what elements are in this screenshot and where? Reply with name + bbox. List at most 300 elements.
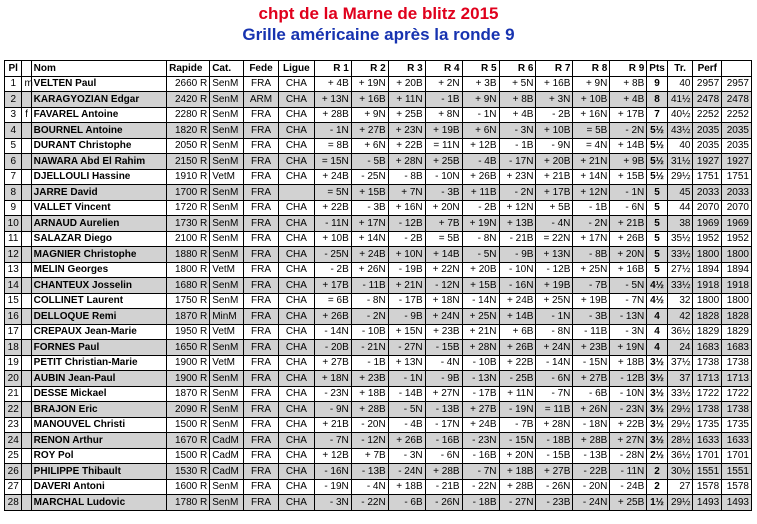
round-4-cell: + 27N — [425, 386, 462, 402]
round-2-cell: - 20N — [351, 417, 388, 433]
performance-2-cell: 1683 — [722, 340, 752, 356]
federation-cell: FRA — [244, 340, 279, 356]
tiebreak-cell: 42 — [667, 309, 693, 325]
round-2-cell: - 22N — [351, 495, 388, 511]
round-1-cell: - 16N — [314, 464, 351, 480]
performance-cell: 1894 — [693, 262, 722, 278]
performance-2-cell: 1738 — [722, 402, 752, 418]
player-name-cell: CREPAUX Jean-Marie — [31, 324, 166, 340]
performance-cell: 2035 — [693, 123, 722, 139]
league-cell: CHA — [278, 107, 314, 123]
tiebreak-cell: 40½ — [667, 107, 693, 123]
round-2-cell: + 16B — [351, 92, 388, 108]
flag-cell: m — [22, 76, 31, 92]
performance-cell: 2957 — [693, 76, 722, 92]
performance-cell: 1828 — [693, 309, 722, 325]
category-cell: SenM — [210, 247, 244, 263]
round-5-cell: - 22N — [462, 479, 499, 495]
round-9-cell: - 11N — [610, 464, 647, 480]
player-name-cell: ARNAUD Aurelien — [31, 216, 166, 232]
round-8-cell: - 24N — [573, 495, 610, 511]
round-9-cell: + 4B — [610, 92, 647, 108]
rating-cell: 2660 R — [167, 76, 210, 92]
round-3-cell: + 7N — [388, 185, 425, 201]
round-9-cell: - 3N — [610, 324, 647, 340]
round-3-cell: + 20B — [388, 76, 425, 92]
round-4-cell: - 10N — [425, 169, 462, 185]
league-cell: CHA — [278, 324, 314, 340]
performance-2-cell: 1829 — [722, 324, 752, 340]
round-7-cell: - 12B — [536, 262, 573, 278]
tiebreak-cell: 28½ — [667, 433, 693, 449]
round-5-cell: + 26B — [462, 169, 499, 185]
round-1-cell: + 12B — [314, 448, 351, 464]
round-3-cell: + 16N — [388, 200, 425, 216]
league-cell: CHA — [278, 355, 314, 371]
rating-cell: 2050 R — [167, 138, 210, 154]
round-3-cell: - 5N — [388, 402, 425, 418]
flag-cell — [22, 123, 31, 139]
round-1-cell: - 11N — [314, 216, 351, 232]
col-points-header: Pts — [647, 61, 668, 77]
performance-cell: 1551 — [693, 464, 722, 480]
player-name-cell: BOURNEL Antoine — [31, 123, 166, 139]
round-7-cell: = 22N — [536, 231, 573, 247]
player-name-cell: MARCHAL Ludovic — [31, 495, 166, 511]
performance-2-cell: 1894 — [722, 262, 752, 278]
place-cell: 14 — [5, 278, 22, 294]
performance-cell: 1701 — [693, 448, 722, 464]
round-7-cell: - 26N — [536, 479, 573, 495]
federation-cell: FRA — [244, 386, 279, 402]
round-7-cell: = 11B — [536, 402, 573, 418]
table-row — [5, 386, 752, 402]
points-cell: 4½ — [647, 293, 668, 309]
round-8-cell: + 12N — [573, 185, 610, 201]
round-6-cell: - 21B — [499, 231, 536, 247]
round-5-cell: + 6N — [462, 123, 499, 139]
federation-cell: FRA — [244, 417, 279, 433]
round-6-cell: - 9B — [499, 247, 536, 263]
performance-cell: 2478 — [693, 92, 722, 108]
place-cell: 5 — [5, 138, 22, 154]
performance-cell: 2033 — [693, 185, 722, 201]
round-2-cell: + 27B — [351, 123, 388, 139]
flag-cell — [22, 216, 31, 232]
round-6-cell: - 17N — [499, 154, 536, 170]
place-cell: 7 — [5, 169, 22, 185]
round-4-cell: - 15B — [425, 340, 462, 356]
performance-2-cell: 2070 — [722, 200, 752, 216]
tiebreak-cell: 27½ — [667, 262, 693, 278]
place-cell: 18 — [5, 340, 22, 356]
table-row — [5, 278, 752, 294]
round-9-cell: - 12B — [610, 371, 647, 387]
performance-2-cell: 1800 — [722, 247, 752, 263]
league-cell: CHA — [278, 448, 314, 464]
federation-cell: FRA — [244, 278, 279, 294]
player-name-cell: VALLET Vincent — [31, 200, 166, 216]
player-name-cell: MANOUVEL Christi — [31, 417, 166, 433]
round-1-cell: - 14N — [314, 324, 351, 340]
points-cell: 5 — [647, 247, 668, 263]
round-4-cell: - 17N — [425, 417, 462, 433]
league-cell: CHA — [278, 386, 314, 402]
league-cell: CHA — [278, 278, 314, 294]
federation-cell: FRA — [244, 402, 279, 418]
tiebreak-cell: 37 — [667, 371, 693, 387]
federation-cell: FRA — [244, 433, 279, 449]
tiebreak-cell: 27 — [667, 479, 693, 495]
round-4-cell: + 14B — [425, 247, 462, 263]
player-name-cell: DJELLOULI Hassine — [31, 169, 166, 185]
federation-cell: FRA — [244, 169, 279, 185]
round-8-cell: + 16N — [573, 107, 610, 123]
flag-cell — [22, 402, 31, 418]
round-8-cell: - 13B — [573, 448, 610, 464]
round-9-cell: + 15B — [610, 169, 647, 185]
category-cell: SenM — [210, 402, 244, 418]
category-cell: SenM — [210, 76, 244, 92]
performance-2-cell: 2957 — [722, 76, 752, 92]
round-8-cell: - 6B — [573, 386, 610, 402]
round-7-cell: + 17B — [536, 185, 573, 201]
player-name-cell: DESSE Mickael — [31, 386, 166, 402]
flag-cell — [22, 247, 31, 263]
round-1-cell: - 9N — [314, 402, 351, 418]
flag-cell — [22, 185, 31, 201]
federation-cell: FRA — [244, 123, 279, 139]
rating-cell: 1600 R — [167, 479, 210, 495]
performance-2-cell: 1927 — [722, 154, 752, 170]
round-6-cell: + 6B — [499, 324, 536, 340]
round-3-cell: - 8B — [388, 169, 425, 185]
round-2-cell: - 4N — [351, 479, 388, 495]
flag-cell — [22, 386, 31, 402]
round-1-cell: + 18N — [314, 371, 351, 387]
player-name-cell: FORNES Paul — [31, 340, 166, 356]
rating-cell: 1880 R — [167, 247, 210, 263]
round-8-cell: + 17N — [573, 231, 610, 247]
category-cell: SenM — [210, 200, 244, 216]
round-4-cell: - 21B — [425, 479, 462, 495]
place-cell: 24 — [5, 433, 22, 449]
federation-cell: FRA — [244, 324, 279, 340]
round-9-cell: - 13N — [610, 309, 647, 325]
player-name-cell: JARRE David — [31, 185, 166, 201]
performance-cell: 1800 — [693, 293, 722, 309]
federation-cell: FRA — [244, 371, 279, 387]
round-4-cell: + 2N — [425, 76, 462, 92]
col-category-header: Cat. — [210, 61, 244, 77]
round-2-cell: + 28B — [351, 402, 388, 418]
rating-cell: 1680 R — [167, 278, 210, 294]
round-8-cell: = 5B — [573, 123, 610, 139]
rating-cell: 1820 R — [167, 123, 210, 139]
points-cell: 7 — [647, 107, 668, 123]
points-cell: 4 — [647, 309, 668, 325]
round-3-cell: - 27N — [388, 340, 425, 356]
federation-cell: ARM — [244, 92, 279, 108]
round-2-cell: + 14N — [351, 231, 388, 247]
points-cell: 4½ — [647, 278, 668, 294]
category-cell: VetM — [210, 355, 244, 371]
federation-cell: FRA — [244, 76, 279, 92]
round-6-cell: + 13B — [499, 216, 536, 232]
round-1-cell: - 3N — [314, 495, 351, 511]
round-7-cell: - 23B — [536, 495, 573, 511]
league-cell: CHA — [278, 479, 314, 495]
place-cell: 3 — [5, 107, 22, 123]
performance-2-cell: 1551 — [722, 464, 752, 480]
tiebreak-cell: 33½ — [667, 247, 693, 263]
tiebreak-cell: 38 — [667, 216, 693, 232]
round-8-cell: + 10B — [573, 92, 610, 108]
round-5-cell: + 25N — [462, 309, 499, 325]
round-8-cell: - 20N — [573, 479, 610, 495]
category-cell: SenM — [210, 417, 244, 433]
round-5-cell: - 13N — [462, 371, 499, 387]
col-league-header: Ligue — [278, 61, 314, 77]
points-cell: 5 — [647, 200, 668, 216]
category-cell: SenM — [210, 371, 244, 387]
round-8-cell: + 14N — [573, 169, 610, 185]
tiebreak-cell: 29½ — [667, 495, 693, 511]
rating-cell: 1750 R — [167, 293, 210, 309]
federation-cell: FRA — [244, 200, 279, 216]
round-9-cell: - 24B — [610, 479, 647, 495]
table-row — [5, 200, 752, 216]
round-1-cell: + 22B — [314, 200, 351, 216]
table-row — [5, 185, 752, 201]
category-cell: VetM — [210, 169, 244, 185]
performance-2-cell: 1751 — [722, 169, 752, 185]
points-cell: 4 — [647, 324, 668, 340]
round-8-cell: - 15N — [573, 355, 610, 371]
round-5-cell: + 3B — [462, 76, 499, 92]
round-9-cell: + 18B — [610, 355, 647, 371]
round-7-cell: + 13N — [536, 247, 573, 263]
performance-2-cell: 1713 — [722, 371, 752, 387]
category-cell: SenM — [210, 123, 244, 139]
round-6-cell: + 20N — [499, 448, 536, 464]
round-9-cell: - 6N — [610, 200, 647, 216]
round-7-cell: + 28N — [536, 417, 573, 433]
player-name-cell: PETIT Christian-Marie — [31, 355, 166, 371]
points-cell: 3½ — [647, 417, 668, 433]
round-5-cell: + 15B — [462, 278, 499, 294]
league-cell: CHA — [278, 92, 314, 108]
category-cell: SenM — [210, 495, 244, 511]
round-1-cell: + 17B — [314, 278, 351, 294]
league-cell — [278, 185, 314, 201]
player-name-cell: DAVERI Antoni — [31, 479, 166, 495]
table-row — [5, 216, 752, 232]
round-2-cell: - 13B — [351, 464, 388, 480]
round-1-cell: = 15N — [314, 154, 351, 170]
round-3-cell: - 1N — [388, 371, 425, 387]
points-cell: 5 — [647, 262, 668, 278]
col-performance-2-header — [722, 61, 752, 77]
round-9-cell: - 5N — [610, 278, 647, 294]
round-2-cell: + 7B — [351, 448, 388, 464]
round-7-cell: + 20B — [536, 154, 573, 170]
round-9-cell: + 27N — [610, 433, 647, 449]
round-3-cell: - 19B — [388, 262, 425, 278]
league-cell: CHA — [278, 340, 314, 356]
federation-cell: FRA — [244, 309, 279, 325]
round-8-cell: + 27B — [573, 371, 610, 387]
round-1-cell: + 10B — [314, 231, 351, 247]
performance-2-cell: 2033 — [722, 185, 752, 201]
league-cell: CHA — [278, 495, 314, 511]
table-row — [5, 340, 752, 356]
flag-cell — [22, 448, 31, 464]
flag-cell — [22, 154, 31, 170]
table-row — [5, 293, 752, 309]
federation-cell: FRA — [244, 448, 279, 464]
round-1-cell: + 21B — [314, 417, 351, 433]
place-cell: 27 — [5, 479, 22, 495]
performance-cell: 1751 — [693, 169, 722, 185]
category-cell: MinM — [210, 309, 244, 325]
place-cell: 21 — [5, 386, 22, 402]
round-5-cell: + 19N — [462, 216, 499, 232]
flag-cell — [22, 309, 31, 325]
performance-cell: 1969 — [693, 216, 722, 232]
table-row — [5, 92, 752, 108]
player-name-cell: BRAJON Eric — [31, 402, 166, 418]
rating-cell: 1670 R — [167, 433, 210, 449]
performance-2-cell: 1800 — [722, 293, 752, 309]
category-cell: SenM — [210, 138, 244, 154]
rating-cell: 1870 R — [167, 309, 210, 325]
round-1-cell: + 27B — [314, 355, 351, 371]
round-2-cell: - 11B — [351, 278, 388, 294]
round-7-cell: + 24N — [536, 340, 573, 356]
col-rating-header: Rapide — [167, 61, 210, 77]
col-place-header: Pl — [5, 61, 22, 77]
col-flag-header — [22, 61, 31, 77]
rating-cell: 1500 R — [167, 448, 210, 464]
col-round-8-header: R 8 — [573, 61, 610, 77]
round-4-cell: - 1B — [425, 92, 462, 108]
flag-cell — [22, 340, 31, 356]
round-2-cell: + 24B — [351, 247, 388, 263]
round-9-cell: - 2N — [610, 123, 647, 139]
round-2-cell: - 10B — [351, 324, 388, 340]
round-4-cell: - 3B — [425, 185, 462, 201]
round-5-cell: + 20B — [462, 262, 499, 278]
tiebreak-cell: 32 — [667, 293, 693, 309]
points-cell: 3½ — [647, 371, 668, 387]
tiebreak-cell: 36½ — [667, 324, 693, 340]
player-name-cell: SALAZAR Diego — [31, 231, 166, 247]
round-2-cell: + 6N — [351, 138, 388, 154]
round-7-cell: + 21B — [536, 169, 573, 185]
place-cell: 13 — [5, 262, 22, 278]
round-8-cell: - 2N — [573, 216, 610, 232]
round-3-cell: - 3N — [388, 448, 425, 464]
points-cell: 5½ — [647, 138, 668, 154]
round-8-cell: + 21N — [573, 154, 610, 170]
round-4-cell: + 22N — [425, 262, 462, 278]
round-9-cell: + 9B — [610, 154, 647, 170]
round-7-cell: - 2B — [536, 107, 573, 123]
round-8-cell: + 9N — [573, 76, 610, 92]
round-5-cell: + 24B — [462, 417, 499, 433]
round-9-cell: + 21B — [610, 216, 647, 232]
performance-2-cell: 1969 — [722, 216, 752, 232]
points-cell: 4 — [647, 340, 668, 356]
player-name-cell: DELLOQUE Remi — [31, 309, 166, 325]
round-8-cell: - 11B — [573, 324, 610, 340]
round-5-cell: - 18B — [462, 495, 499, 511]
round-8-cell: = 4N — [573, 138, 610, 154]
player-name-cell: FAVAREL Antoine — [31, 107, 166, 123]
points-cell: 3½ — [647, 386, 668, 402]
round-6-cell: - 27N — [499, 495, 536, 511]
round-2-cell: + 17N — [351, 216, 388, 232]
league-cell: CHA — [278, 293, 314, 309]
round-7-cell: - 1N — [536, 309, 573, 325]
round-6-cell: - 16N — [499, 278, 536, 294]
performance-cell: 1633 — [693, 433, 722, 449]
round-4-cell: + 18N — [425, 293, 462, 309]
round-3-cell: + 21N — [388, 278, 425, 294]
round-9-cell: + 26B — [610, 231, 647, 247]
performance-2-cell: 2252 — [722, 107, 752, 123]
round-1-cell: + 28B — [314, 107, 351, 123]
round-3-cell: + 26B — [388, 433, 425, 449]
place-cell: 26 — [5, 464, 22, 480]
table-row — [5, 417, 752, 433]
performance-cell: 1918 — [693, 278, 722, 294]
place-cell: 4 — [5, 123, 22, 139]
player-name-cell: ROY Pol — [31, 448, 166, 464]
round-5-cell: - 7N — [462, 464, 499, 480]
round-1-cell: - 25N — [314, 247, 351, 263]
flag-cell — [22, 371, 31, 387]
league-cell: CHA — [278, 433, 314, 449]
place-cell: 6 — [5, 154, 22, 170]
category-cell: CadM — [210, 464, 244, 480]
flag-cell — [22, 169, 31, 185]
flag-cell — [22, 495, 31, 511]
round-3-cell: + 11N — [388, 92, 425, 108]
tournament-title: chpt de la Marne de blitz 2015 — [258, 4, 499, 23]
table-row — [5, 324, 752, 340]
round-3-cell: - 9B — [388, 309, 425, 325]
round-7-cell: + 16B — [536, 76, 573, 92]
federation-cell: FRA — [244, 107, 279, 123]
tiebreak-cell: 36½ — [667, 448, 693, 464]
round-3-cell: + 10N — [388, 247, 425, 263]
points-cell: 2 — [647, 464, 668, 480]
league-cell: CHA — [278, 464, 314, 480]
round-6-cell: + 14B — [499, 309, 536, 325]
round-3-cell: - 4B — [388, 417, 425, 433]
category-cell: SenM — [210, 154, 244, 170]
table-row — [5, 169, 752, 185]
round-5-cell: - 4B — [462, 154, 499, 170]
round-4-cell: + 25B — [425, 154, 462, 170]
rating-cell: 2280 R — [167, 107, 210, 123]
place-cell: 12 — [5, 247, 22, 263]
place-cell: 15 — [5, 293, 22, 309]
round-4-cell: = 5B — [425, 231, 462, 247]
performance-cell: 1735 — [693, 417, 722, 433]
